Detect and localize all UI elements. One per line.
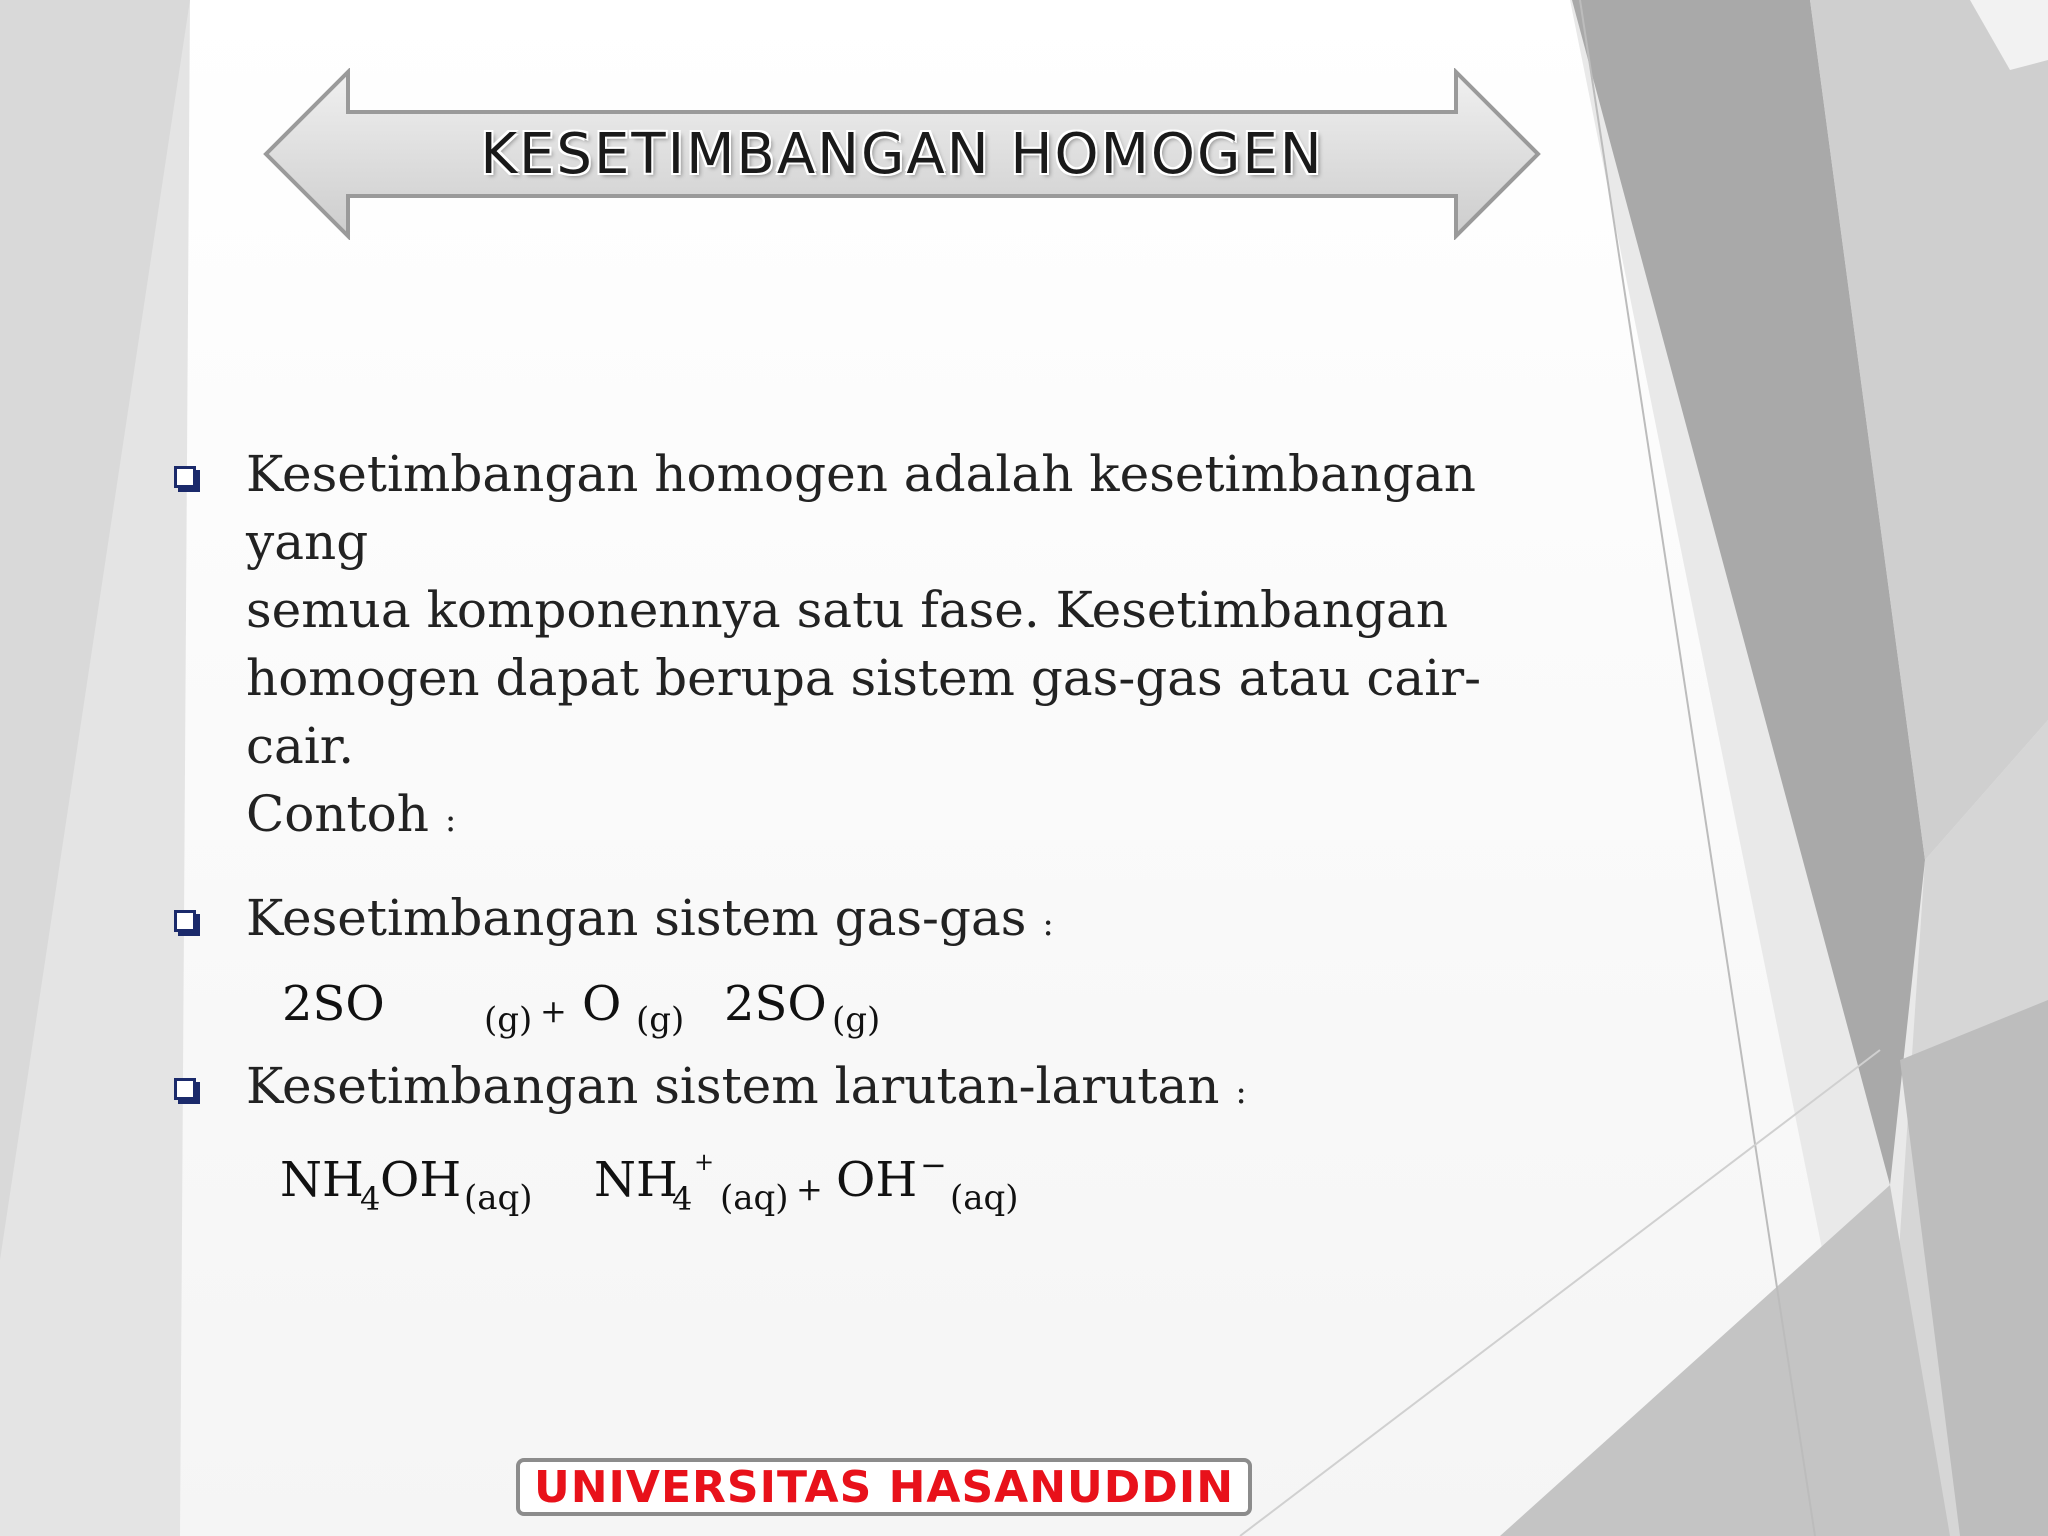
state-label: (aq): [720, 1178, 789, 1218]
colon: :: [444, 800, 457, 840]
state-label: (g): [832, 1000, 881, 1040]
checkbox-bullet-icon: [174, 1078, 196, 1100]
product-nh: NH: [594, 1152, 678, 1208]
bullet-solution-system: [170, 1052, 1550, 1126]
superscript: +: [694, 1148, 715, 1176]
bullet-text: Contoh: [246, 785, 429, 843]
bullet-line: Kesetimbangan homogen adalah kesetimbangan yang: [246, 445, 1476, 571]
plus-sign: +: [540, 992, 567, 1030]
superscript: −: [920, 1146, 947, 1184]
plus-sign: +: [796, 1170, 823, 1208]
title-banner: [262, 68, 1542, 240]
state-label: (aq): [950, 1178, 1019, 1218]
content-area: [170, 440, 1550, 1240]
bullet-definition: [170, 440, 1550, 854]
state-label: (g): [636, 1000, 685, 1040]
page-title: KESETIMBANGAN HOMOGEN: [480, 121, 1324, 187]
university-footer: UNIVERSITAS HASANUDDIN: [516, 1458, 1252, 1516]
subscript: 4: [360, 1180, 381, 1218]
bullet-line: [246, 780, 1550, 854]
checkbox-bullet-icon: [174, 466, 196, 488]
product-oh: OH: [836, 1152, 918, 1208]
state-label: (g): [484, 1000, 533, 1040]
reactant-2so: 2SO: [282, 976, 385, 1032]
state-label: (aq): [464, 1178, 533, 1218]
equation-solution: [270, 1140, 1550, 1240]
subscript: 4: [672, 1180, 693, 1218]
bullet-text: Kesetimbangan sistem gas-gas: [246, 889, 1027, 947]
bullet-line: homogen dapat berupa sistem gas-gas atau cair-cair.: [246, 649, 1481, 775]
bullet-gas-system: [170, 884, 1550, 958]
reactant-oh: OH: [380, 1152, 462, 1208]
checkbox-bullet-icon: [174, 910, 196, 932]
colon: :: [1042, 904, 1054, 944]
bullet-line: semua komponennya satu fase. Kesetimbangan: [246, 581, 1449, 639]
reactant-nh: NH: [280, 1152, 364, 1208]
reactant-o: O: [582, 976, 622, 1032]
bullet-text: Kesetimbangan sistem larutan-larutan: [246, 1057, 1220, 1115]
equation-gas: [270, 964, 1550, 1048]
colon: :: [1235, 1072, 1247, 1112]
product-2so: 2SO: [724, 976, 827, 1032]
